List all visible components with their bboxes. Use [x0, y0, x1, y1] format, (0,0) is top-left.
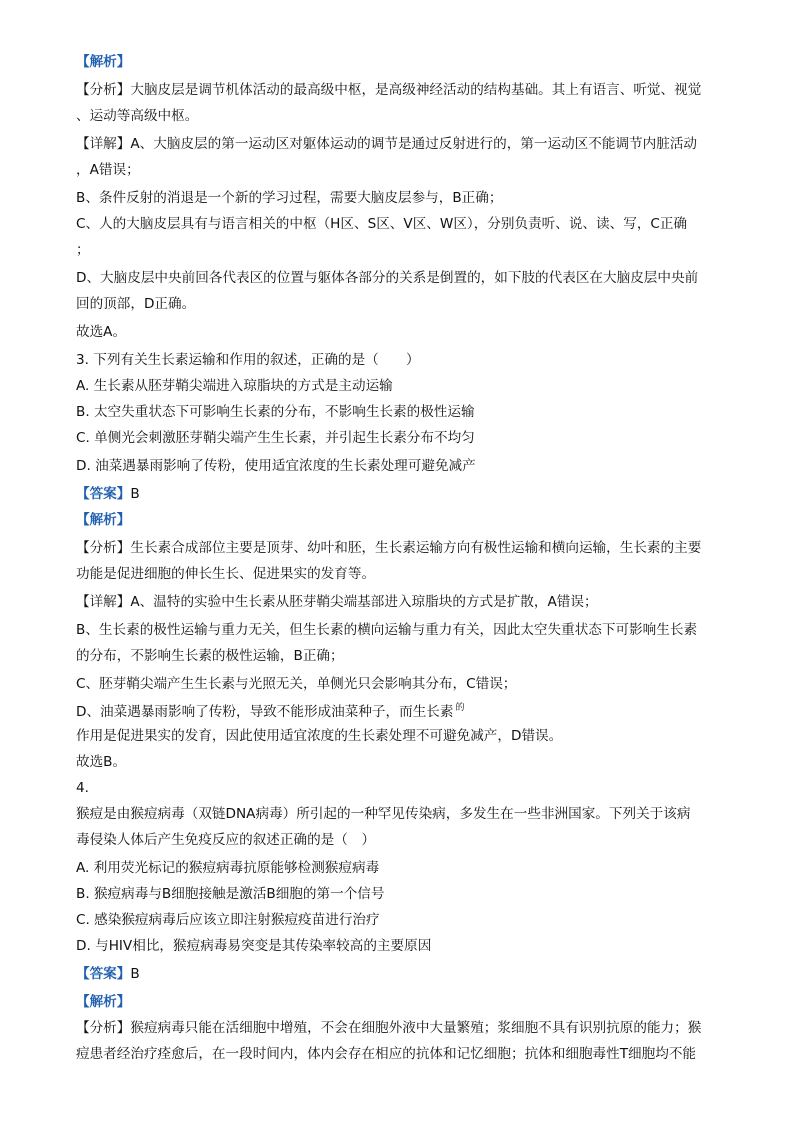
text-line — [76, 804, 730, 824]
text-line — [76, 778, 730, 798]
line-text: D. 与HIV相比，猴痘病毒易突变是其传染率较高的主要原因 — [76, 938, 432, 954]
line-text: 的分布，不影响生长素的极性运输，B正确； — [76, 648, 344, 664]
text-line — [76, 376, 730, 396]
section-tag: 【解析】 — [76, 512, 131, 528]
line-text: ，A错误； — [76, 162, 140, 178]
line-text: A. 生长素从胚芽鞘尖端进入琼脂块的方式是主动运输 — [76, 378, 393, 394]
line-text: 【分析】猴痘病毒只能在活细胞中增殖，不会在细胞外液中大量繁殖；浆细胞不具有识别抗原的能力；猴 — [76, 1020, 702, 1036]
line-text: B、生长素的极性运输与重力无关，但生长素的横向运输与重力有关，因此太空失重状态下可影响生长素 — [76, 622, 698, 638]
text-line — [76, 402, 730, 422]
text-line — [76, 484, 730, 504]
line-text: 3. 下列有关生长素运输和作用的叙述，正确的是（ ） — [76, 352, 420, 368]
line-text: 功能是促进细胞的伸长生长、促进果实的发育等。 — [76, 566, 376, 582]
line-text: 【详解】A、大脑皮层的第一运动区对躯体运动的调节是通过反射进行的，第一运动区不能调节内脏活动 — [76, 136, 698, 152]
text-line — [76, 1018, 730, 1038]
text-line — [76, 992, 730, 1012]
line-text: C. 单侧光会刺激胚芽鞘尖端产生生长素，并引起生长素分布不均匀 — [76, 430, 475, 446]
line-text: 作用是促进果实的发育，因此使用适宜浓度的生长素处理不可避免减产，D错误。 — [76, 728, 563, 744]
line-text: ； — [76, 242, 90, 258]
section-tag: 【答案】 — [76, 966, 131, 982]
line-text: A. 利用荧光标记的猴痘病毒抗原能够检测猴痘病毒 — [76, 860, 380, 876]
text-line — [76, 674, 730, 694]
text-line — [76, 1044, 730, 1064]
text-line — [76, 702, 730, 724]
text-line — [76, 106, 730, 126]
line-text: 4. — [76, 780, 89, 796]
line-text: 、运动等高级中枢。 — [76, 108, 199, 124]
line-text: C、人的大脑皮层具有与语言相关的中枢（H区、S区、V区、W区），分别负责听、说、读、写，C正确 — [76, 216, 688, 232]
line-text: B. 猴痘病毒与B细胞接触是激活B细胞的第一个信号 — [76, 886, 385, 902]
line-text: B. 太空失重状态下可影响生长素的分布，不影响生长素的极性运输 — [76, 404, 475, 420]
line-text: B、条件反射的消退是一个新的学习过程，需要大脑皮层参与，B正确； — [76, 190, 503, 206]
text-line — [76, 646, 730, 666]
text-line — [76, 456, 730, 476]
line-text: 回的顶部，D正确。 — [76, 296, 196, 312]
text-line — [76, 322, 730, 342]
line-text: 【分析】大脑皮层是调节机体活动的最高级中枢，是高级神经活动的结构基础。其上有语言、听觉、视觉 — [76, 82, 702, 98]
line-text: B — [130, 966, 140, 982]
section-tag: 【解析】 — [76, 994, 131, 1010]
text-line — [76, 858, 730, 878]
text-line — [76, 350, 730, 370]
line-text: 痘患者经治疗痊愈后，在一段时间内，体内会存在相应的抗体和记忆细胞；抗体和细胞毒性T细胞均不能 — [76, 1046, 697, 1062]
text-line — [76, 52, 730, 72]
line-text: D、大脑皮层中央前回各代表区的位置与躯体各部分的关系是倒置的，如下肢的代表区在大脑皮层中央前 — [76, 270, 699, 286]
text-line — [76, 134, 730, 154]
text-line — [76, 428, 730, 448]
section-tag: 【解析】 — [76, 54, 131, 70]
line-text: D、油菜遇暴雨影响了传粉，导致不能形成油菜种子，而生长素 — [76, 704, 454, 720]
text-line — [76, 884, 730, 904]
text-line — [76, 592, 730, 612]
superscript-mark: 的 — [455, 703, 465, 713]
line-text: C. 感染猴痘病毒后应该立即注射猴痘疫苗进行治疗 — [76, 912, 380, 928]
line-text: 故选A。 — [76, 324, 127, 340]
line-text: 猴痘是由猴痘病毒（双链DNA病毒）所引起的一种罕见传染病，多发生在一些非洲国家。下列关于该病 — [76, 806, 691, 822]
line-text: 毒侵染人体后产生免疫反应的叙述正确的是（ ） — [76, 832, 376, 848]
line-text: C、胚芽鞘尖端产生生长素与光照无关，单侧光只会影响其分布，C错误； — [76, 676, 517, 692]
text-line — [76, 268, 730, 288]
text-line — [76, 510, 730, 530]
line-text: B — [130, 486, 140, 502]
line-text: 【分析】生长素合成部位主要是顶芽、幼叶和胚，生长素运输方向有极性运输和横向运输，生长素的主要 — [76, 540, 702, 556]
text-line — [76, 188, 730, 208]
text-line — [76, 964, 730, 984]
section-tag: 【答案】 — [76, 486, 131, 502]
text-line — [76, 726, 730, 746]
text-line — [76, 620, 730, 640]
text-line — [76, 160, 730, 180]
text-line — [76, 564, 730, 584]
text-line — [76, 936, 730, 956]
text-line — [76, 240, 730, 260]
text-line — [76, 830, 730, 850]
line-text: 故选B。 — [76, 754, 127, 770]
line-text: D. 油菜遇暴雨影响了传粉，使用适宜浓度的生长素处理可避免减产 — [76, 458, 476, 474]
text-line — [76, 538, 730, 558]
text-line — [76, 80, 730, 100]
text-line — [76, 294, 730, 314]
text-line — [76, 214, 730, 234]
text-line — [76, 910, 730, 930]
line-text: 【详解】A、温特的实验中生长素从胚芽鞘尖端基部进入琼脂块的方式是扩散，A错误； — [76, 594, 598, 610]
text-line — [76, 752, 730, 772]
